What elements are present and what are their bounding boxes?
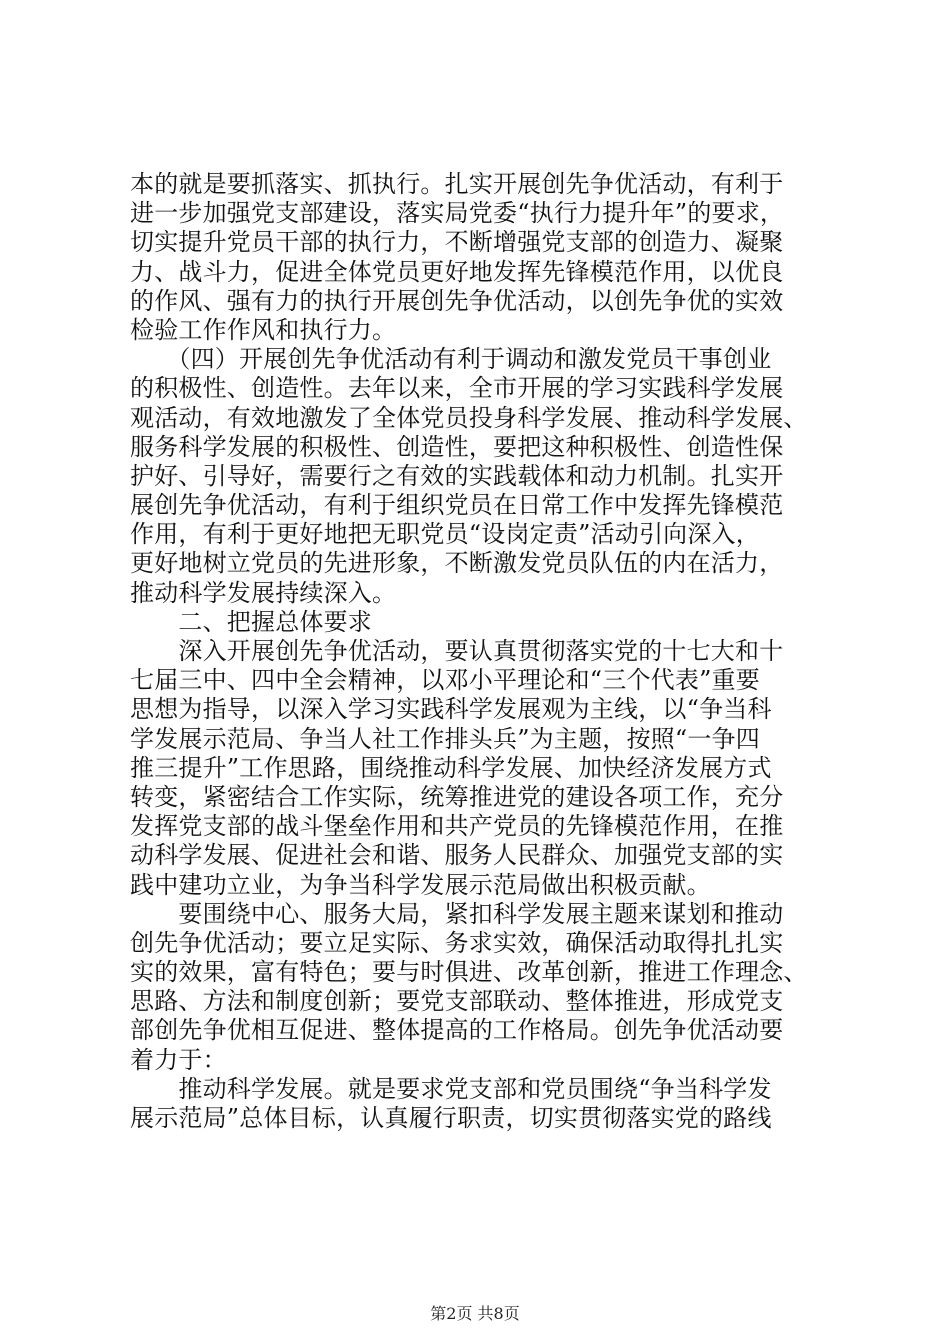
text-line: 着力于： [130,1045,227,1074]
text-line: 七届三中、四中全会精神，以邓小平理论和“三个代表”重要 [130,666,760,695]
text-line: 推动科学发展持续深入。 [130,578,397,607]
text-line: 要围绕中心、服务大局，紧扣科学发展主题来谋划和推动 [130,899,784,928]
text-line: 发挥党支部的战斗堡垒作用和共产党员的先锋模范作用，在推 [130,812,784,841]
text-line: 实的效果，富有特色；要与时俱进、改革创新，推进工作理念、 [130,958,808,987]
text-line: 检验工作作风和执行力。 [130,315,397,344]
text-line: 践中建功立业，为争当科学发展示范局做出积极贡献。 [130,870,711,899]
text-line: 推三提升”工作思路，围绕推动科学发展、加快经济发展方式 [130,753,772,782]
text-line: 的作风、强有力的执行开展创先争优活动，以创先争优的实效 [130,286,784,315]
text-line: 进一步加强党支部建设，落实局党委“执行力提升年”的要求， [130,199,785,228]
text-line: 护好、引导好，需要行之有效的实践载体和动力机制。扎实开 [130,461,784,490]
text-line: 本的就是要抓落实、抓执行。扎实开展创先争优活动，有利于 [130,170,784,198]
body-text [130,170,850,1133]
text-line: 的积极性、创造性。去年以来，全市开展的学习实践科学发展 [130,374,784,403]
text-line: 作用，有利于更好地把无职党员“设岗定责”活动引向深入， [130,520,760,549]
text-line: 动科学发展、促进社会和谐、服务人民群众、加强党支部的实 [130,841,784,870]
text-line: 展创先争优活动，有利于组织党员在日常工作中发挥先锋模范 [130,491,784,520]
text-line: 思想为指导，以深入学习实践科学发展观为主线，以“争当科 [130,695,772,724]
text-line: 切实提升党员干部的执行力，不断增强党支部的创造力、凝聚 [130,228,784,257]
text-line: 创先争优活动；要立足实际、务求实效，确保活动取得扎扎实 [130,928,784,957]
text-line: （四）开展创先争优活动有利于调动和激发党员干事创业 [130,345,772,374]
text-line: 转变，紧密结合工作实际，统筹推进党的建设各项工作，充分 [130,782,784,811]
text-line: 学发展示范局、争当人社工作排头兵”为主题，按照“一争四 [130,724,760,753]
text-line: 深入开展创先争优活动，要认真贯彻落实党的十七大和十 [130,637,784,665]
text-line: 推动科学发展。就是要求党支部和党员围绕“争当科学发 [130,1074,772,1103]
text-line: 部创先争优相互促进、整体提高的工作格局。创先争优活动要 [130,1016,784,1045]
page-footer: 第2页 共8页 [430,1304,520,1323]
text-line: 展示范局”总体目标，认真履行职责，切实贯彻落实党的路线 [130,1104,772,1132]
text-line: 力、战斗力，促进全体党员更好地发挥先锋模范作用，以优良 [130,257,784,286]
text-line: 更好地树立党员的先进形象，不断激发党员队伍的内在活力， [130,549,784,578]
text-line: 服务科学发展的积极性、创造性，要把这种积极性、创造性保 [130,432,784,461]
text-line: 二、把握总体要求 [130,607,372,636]
text-line: 思路、方法和制度创新；要党支部联动、整体推进，形成党支 [130,987,784,1016]
text-line: 观活动，有效地激发了全体党员投身科学发展、推动科学发展、 [130,403,808,432]
